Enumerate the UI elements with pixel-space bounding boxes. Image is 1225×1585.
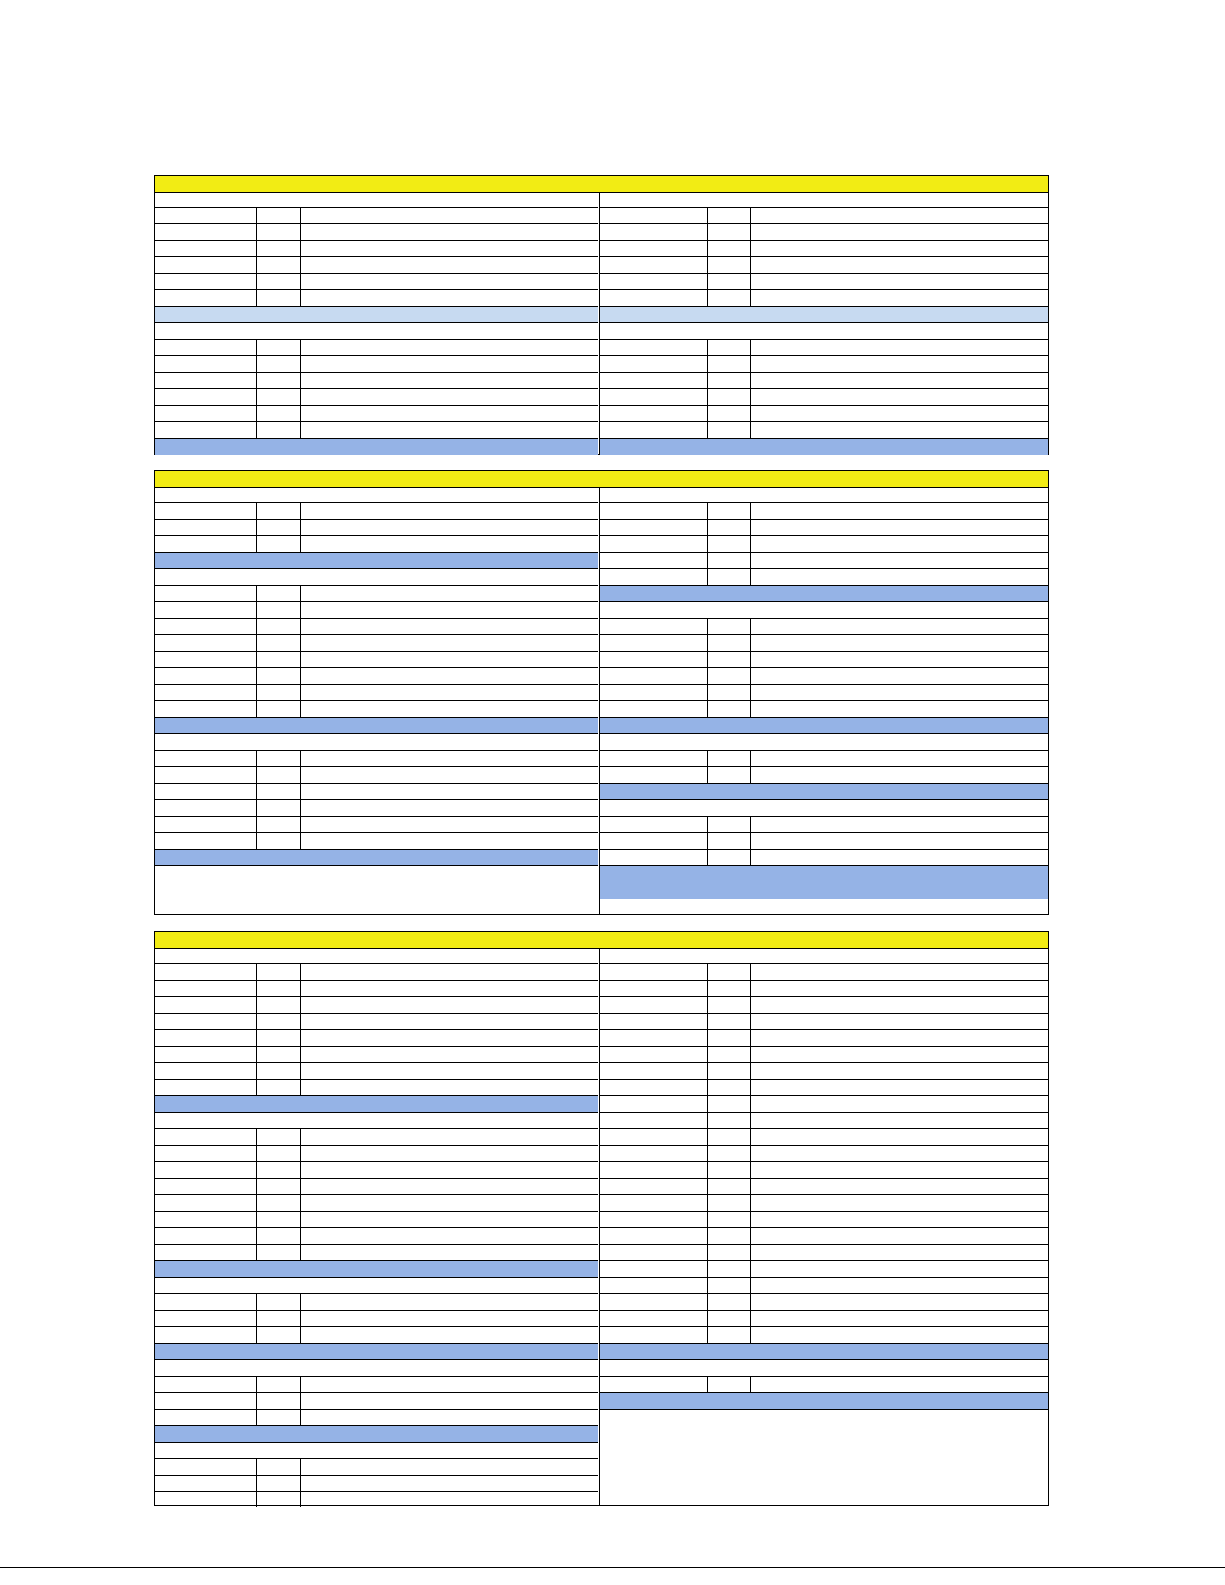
table-row bbox=[600, 274, 1048, 290]
subheader-row bbox=[155, 1113, 598, 1129]
table-row bbox=[155, 751, 598, 767]
table-row bbox=[600, 340, 1048, 356]
subheader-row bbox=[155, 948, 598, 964]
table-row bbox=[155, 1393, 598, 1410]
table-row bbox=[155, 389, 598, 406]
table-row bbox=[600, 356, 1048, 373]
table-row bbox=[155, 1410, 598, 1426]
table-row bbox=[155, 602, 598, 619]
table-row bbox=[155, 1014, 598, 1030]
table-row bbox=[155, 1129, 598, 1146]
section-header-band bbox=[155, 471, 1048, 488]
table-row bbox=[600, 701, 1048, 718]
section-header-band bbox=[155, 932, 1048, 949]
subheader-row bbox=[155, 192, 598, 208]
table-row bbox=[600, 536, 1048, 553]
table-row bbox=[155, 668, 598, 685]
table-row bbox=[155, 1195, 598, 1212]
subheader-row bbox=[600, 734, 1048, 751]
table-row bbox=[600, 520, 1048, 536]
table-row bbox=[155, 1476, 598, 1492]
table-row bbox=[155, 1212, 598, 1228]
subheader-row bbox=[600, 602, 1048, 619]
subheader-row bbox=[600, 192, 1048, 208]
table-row bbox=[155, 701, 598, 718]
table-row bbox=[155, 503, 598, 520]
subheader-row bbox=[600, 800, 1048, 817]
table-row bbox=[155, 290, 598, 307]
table-row bbox=[600, 652, 1048, 668]
table-row bbox=[600, 1047, 1048, 1063]
table-row bbox=[600, 224, 1048, 241]
table-row bbox=[600, 1113, 1048, 1129]
table-row bbox=[155, 274, 598, 290]
table-row bbox=[600, 1030, 1048, 1047]
table-row bbox=[155, 1492, 598, 1507]
table-row bbox=[600, 833, 1048, 850]
subtotal-band bbox=[600, 586, 1048, 602]
table-row bbox=[155, 422, 598, 439]
table-row bbox=[600, 241, 1048, 257]
subtotal-band bbox=[155, 850, 598, 866]
table-row bbox=[155, 1245, 598, 1261]
table-row bbox=[155, 652, 598, 668]
table-row bbox=[155, 224, 598, 241]
table-row bbox=[600, 1129, 1048, 1146]
table-row bbox=[155, 997, 598, 1014]
subheader-row bbox=[155, 734, 598, 751]
subheader-row bbox=[600, 323, 1048, 340]
table-row bbox=[155, 800, 598, 817]
subheader-row bbox=[155, 323, 598, 340]
table-row bbox=[155, 619, 598, 635]
table-row bbox=[600, 685, 1048, 701]
table-row bbox=[155, 586, 598, 602]
table-row bbox=[600, 373, 1048, 389]
subtotal-band bbox=[155, 1096, 598, 1113]
table-row bbox=[155, 340, 598, 356]
table-row bbox=[155, 1080, 598, 1096]
table-row bbox=[155, 784, 598, 800]
table-row bbox=[155, 1294, 598, 1311]
table-row bbox=[600, 1080, 1048, 1096]
table-row bbox=[600, 1195, 1048, 1212]
subtotal-band bbox=[155, 1261, 598, 1278]
subtotal-band bbox=[600, 784, 1048, 800]
table-row bbox=[600, 981, 1048, 997]
table-row bbox=[155, 406, 598, 422]
table-row bbox=[155, 1377, 598, 1393]
table-row bbox=[155, 257, 598, 274]
table-row bbox=[600, 1063, 1048, 1080]
table-row bbox=[155, 1063, 598, 1080]
table-row bbox=[155, 817, 598, 833]
subheader-row bbox=[600, 487, 1048, 503]
right-column bbox=[599, 487, 1048, 914]
table-row bbox=[155, 964, 598, 981]
table-row bbox=[600, 1245, 1048, 1261]
table-row bbox=[600, 850, 1048, 866]
table-row bbox=[600, 1162, 1048, 1179]
total-band bbox=[600, 439, 1048, 455]
form-block-1 bbox=[154, 175, 1049, 455]
subtotal-band bbox=[155, 1344, 598, 1360]
table-row bbox=[600, 1377, 1048, 1393]
table-row bbox=[600, 1146, 1048, 1162]
table-row bbox=[600, 619, 1048, 635]
table-row bbox=[600, 553, 1048, 569]
table-row bbox=[600, 817, 1048, 833]
table-row bbox=[600, 1278, 1048, 1294]
table-row bbox=[600, 997, 1048, 1014]
table-row bbox=[600, 1327, 1048, 1344]
subheader-row bbox=[155, 487, 598, 503]
total-band bbox=[155, 439, 598, 455]
table-row bbox=[600, 751, 1048, 767]
table-row bbox=[600, 668, 1048, 685]
subheader-row bbox=[155, 1278, 598, 1294]
subtotal-band bbox=[155, 553, 598, 569]
left-column bbox=[155, 487, 598, 914]
table-row bbox=[600, 389, 1048, 406]
table-row bbox=[600, 1179, 1048, 1195]
left-column bbox=[155, 948, 598, 1505]
table-row bbox=[155, 1311, 598, 1327]
right-column bbox=[599, 192, 1048, 454]
notes-area bbox=[155, 866, 598, 899]
table-row bbox=[155, 833, 598, 850]
table-row bbox=[155, 373, 598, 389]
table-row bbox=[600, 422, 1048, 439]
section-header-band bbox=[155, 176, 1048, 193]
subheader-row bbox=[155, 1360, 598, 1377]
table-row bbox=[155, 1047, 598, 1063]
subheader-row bbox=[600, 1360, 1048, 1377]
table-row bbox=[600, 1212, 1048, 1228]
table-row bbox=[155, 1146, 598, 1162]
table-row bbox=[155, 1179, 598, 1195]
table-row bbox=[600, 1311, 1048, 1327]
table-row bbox=[155, 767, 598, 784]
subtotal-band bbox=[600, 718, 1048, 734]
table-row bbox=[600, 964, 1048, 981]
table-row bbox=[600, 290, 1048, 307]
form-block-2 bbox=[154, 470, 1049, 915]
table-row bbox=[155, 356, 598, 373]
table-row bbox=[600, 257, 1048, 274]
right-column bbox=[599, 948, 1048, 1505]
table-row bbox=[155, 1162, 598, 1179]
subtotal-band bbox=[600, 307, 1048, 323]
table-row bbox=[155, 520, 598, 536]
table-row bbox=[600, 208, 1048, 224]
table-row bbox=[155, 208, 598, 224]
table-row bbox=[155, 981, 598, 997]
page-bottom-rule bbox=[0, 1567, 1225, 1568]
subtotal-band bbox=[155, 1426, 598, 1443]
table-row bbox=[155, 1327, 598, 1344]
table-row bbox=[155, 1228, 598, 1245]
table-row bbox=[155, 685, 598, 701]
subtotal-band bbox=[600, 1344, 1048, 1360]
table-row bbox=[600, 1228, 1048, 1245]
table-row bbox=[600, 503, 1048, 520]
subheader-row bbox=[600, 948, 1048, 964]
table-row bbox=[155, 241, 598, 257]
total-band bbox=[600, 866, 1048, 899]
notes-area bbox=[600, 1410, 1048, 1507]
subheader-row bbox=[155, 1443, 598, 1459]
form-block-3 bbox=[154, 931, 1049, 1506]
table-row bbox=[155, 635, 598, 652]
total-band bbox=[600, 1393, 1048, 1410]
table-row bbox=[155, 1459, 598, 1476]
table-row bbox=[600, 1096, 1048, 1113]
table-row bbox=[600, 767, 1048, 784]
table-row bbox=[600, 635, 1048, 652]
table-row bbox=[155, 1030, 598, 1047]
table-row bbox=[600, 1294, 1048, 1311]
table-row bbox=[600, 1014, 1048, 1030]
table-row bbox=[155, 536, 598, 553]
subheader-row bbox=[155, 569, 598, 586]
subtotal-band bbox=[155, 307, 598, 323]
subtotal-band bbox=[155, 718, 598, 734]
table-row bbox=[600, 1261, 1048, 1278]
table-row bbox=[600, 406, 1048, 422]
left-column bbox=[155, 192, 598, 454]
table-row bbox=[600, 569, 1048, 586]
